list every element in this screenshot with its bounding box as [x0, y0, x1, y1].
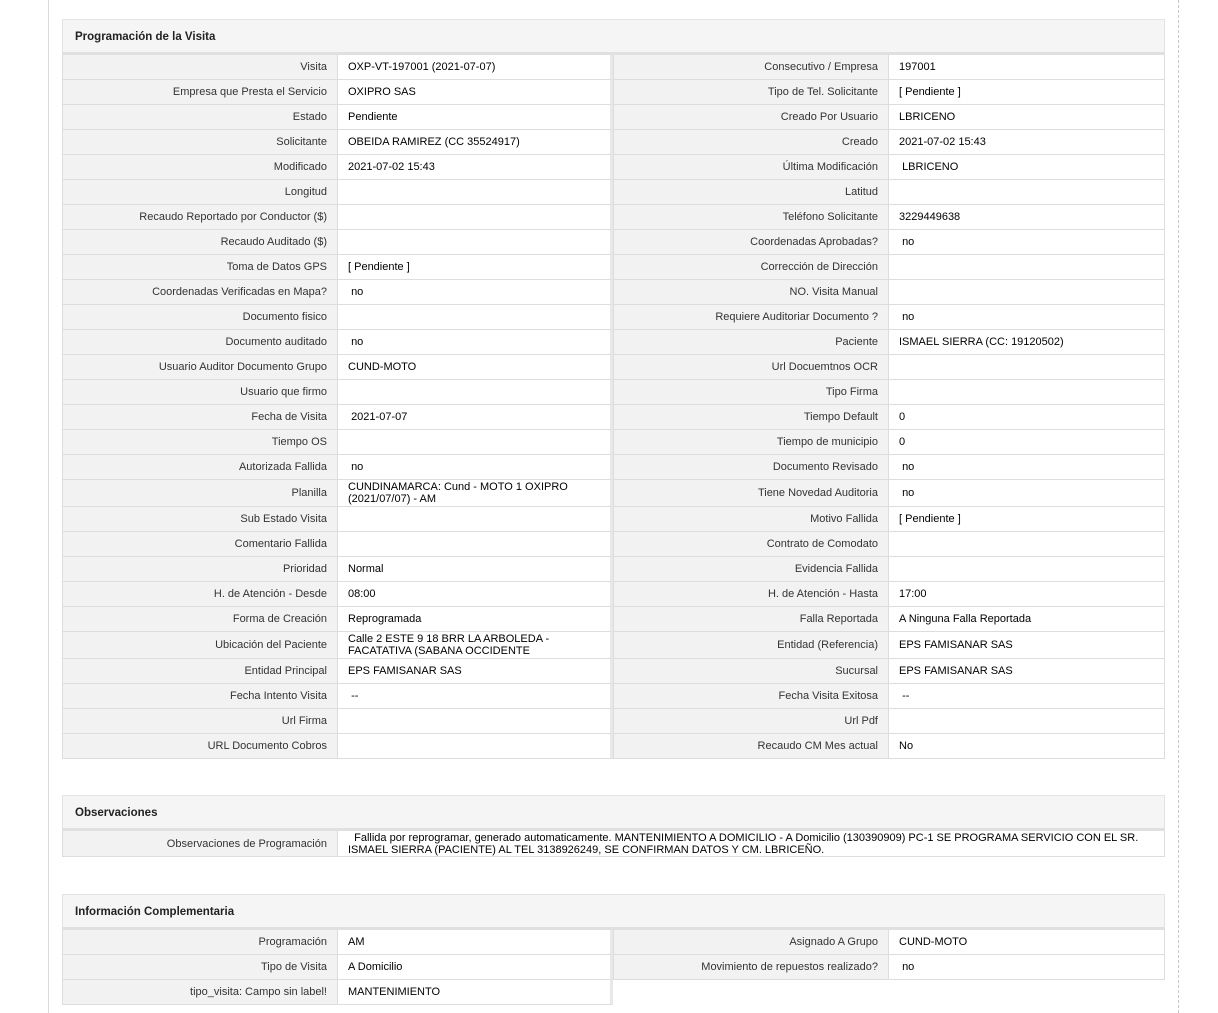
- field-value: [338, 230, 613, 255]
- complementary-panel-title: Información Complementaria: [62, 894, 1165, 930]
- field-label: URL Documento Cobros: [62, 734, 338, 759]
- field-label: Usuario Auditor Documento Grupo: [62, 355, 338, 380]
- field-label: Contrato de Comodato: [613, 532, 889, 557]
- field-value: [338, 305, 613, 330]
- observations-label: Observaciones de Programación: [62, 831, 338, 857]
- field-label: Fecha de Visita: [62, 405, 338, 430]
- field-value: no: [889, 230, 1165, 255]
- schedule-panel: [62, 19, 1165, 759]
- field-value: EPS FAMISANAR SAS: [338, 659, 613, 684]
- field-label: Sucursal: [613, 659, 889, 684]
- field-label: Tipo Firma: [613, 380, 889, 405]
- field-label: Creado: [613, 130, 889, 155]
- field-label: Documento Revisado: [613, 455, 889, 480]
- field-value: CUND-MOTO: [338, 355, 613, 380]
- field-value: [889, 255, 1165, 280]
- field-label: Movimiento de repuestos realizado?: [613, 955, 889, 980]
- field-label: Url Docuemtnos OCR: [613, 355, 889, 380]
- field-value: CUND-MOTO: [889, 930, 1165, 955]
- field-value: ISMAEL SIERRA (CC: 19120502): [889, 330, 1165, 355]
- field-label: Usuario que firmo: [62, 380, 338, 405]
- field-label: Solicitante: [62, 130, 338, 155]
- field-label: Modificado: [62, 155, 338, 180]
- field-label: Consecutivo / Empresa: [613, 55, 889, 80]
- field-label: Prioridad: [62, 557, 338, 582]
- field-value: [889, 532, 1165, 557]
- field-value: No: [889, 734, 1165, 759]
- field-label: Comentario Fallida: [62, 532, 338, 557]
- field-value: A Domicilio: [338, 955, 613, 980]
- field-value: MANTENIMIENTO: [338, 980, 613, 1005]
- field-value: [ Pendiente ]: [889, 80, 1165, 105]
- field-value: Reprogramada: [338, 607, 613, 632]
- field-value: CUNDINAMARCA: Cund - MOTO 1 OXIPRO (2021/07/07) - AM: [338, 480, 613, 507]
- field-value: [338, 180, 613, 205]
- complementary-panel: [62, 894, 1165, 1005]
- field-label: Documento auditado: [62, 330, 338, 355]
- field-label: Coordenadas Verificadas en Mapa?: [62, 280, 338, 305]
- field-value: no: [889, 480, 1165, 507]
- field-label: Motivo Fallida: [613, 507, 889, 532]
- field-label: Tiene Novedad Auditoria: [613, 480, 889, 507]
- field-label: Coordenadas Aprobadas?: [613, 230, 889, 255]
- field-label: Recaudo Reportado por Conductor ($): [62, 205, 338, 230]
- field-label: Falla Reportada: [613, 607, 889, 632]
- field-label: Latitud: [613, 180, 889, 205]
- observations-panel: [62, 795, 1165, 857]
- field-label: Teléfono Solicitante: [613, 205, 889, 230]
- field-label: Longitud: [62, 180, 338, 205]
- field-value: no: [338, 280, 613, 305]
- field-label: Url Pdf: [613, 709, 889, 734]
- field-value: [338, 709, 613, 734]
- field-label: Forma de Creación: [62, 607, 338, 632]
- field-label: Recaudo Auditado ($): [62, 230, 338, 255]
- field-label: Evidencia Fallida: [613, 557, 889, 582]
- field-value: OXP-VT-197001 (2021-07-07): [338, 55, 613, 80]
- field-label: Tiempo OS: [62, 430, 338, 455]
- field-value: no: [889, 455, 1165, 480]
- field-label: Visita: [62, 55, 338, 80]
- left-border: [48, 0, 49, 1013]
- field-value: 197001: [889, 55, 1165, 80]
- field-value: 3229449638: [889, 205, 1165, 230]
- field-label: Última Modificación: [613, 155, 889, 180]
- field-value: no: [889, 305, 1165, 330]
- observations-table: [62, 831, 1165, 857]
- field-label: Paciente: [613, 330, 889, 355]
- field-value: 08:00: [338, 582, 613, 607]
- field-label: Entidad (Referencia): [613, 632, 889, 659]
- field-label: Programación: [62, 930, 338, 955]
- field-label: Entidad Principal: [62, 659, 338, 684]
- field-value: [338, 380, 613, 405]
- field-label: H. de Atención - Hasta: [613, 582, 889, 607]
- field-label: Recaudo CM Mes actual: [613, 734, 889, 759]
- field-value: EPS FAMISANAR SAS: [889, 659, 1165, 684]
- field-label: Sub Estado Visita: [62, 507, 338, 532]
- field-value: [889, 280, 1165, 305]
- field-label: Url Firma: [62, 709, 338, 734]
- field-label: Tipo de Visita: [62, 955, 338, 980]
- field-value: OBEIDA RAMIREZ (CC 35524917): [338, 130, 613, 155]
- field-label: Fecha Intento Visita: [62, 684, 338, 709]
- field-value: [ Pendiente ]: [338, 255, 613, 280]
- field-value: Pendiente: [338, 105, 613, 130]
- field-label: Corrección de Dirección: [613, 255, 889, 280]
- right-dashed-border: [1178, 0, 1179, 1013]
- field-value: [338, 734, 613, 759]
- field-label: Creado Por Usuario: [613, 105, 889, 130]
- field-value: [889, 355, 1165, 380]
- field-label: Toma de Datos GPS: [62, 255, 338, 280]
- field-value: [ Pendiente ]: [889, 507, 1165, 532]
- field-value: no: [338, 330, 613, 355]
- field-value: [338, 430, 613, 455]
- field-label: Tipo de Tel. Solicitante: [613, 80, 889, 105]
- field-value: [338, 507, 613, 532]
- field-label: NO. Visita Manual: [613, 280, 889, 305]
- field-label: Requiere Auditoriar Documento ?: [613, 305, 889, 330]
- field-value: no: [338, 455, 613, 480]
- schedule-table: [62, 55, 1165, 759]
- field-value: 2021-07-02 15:43: [338, 155, 613, 180]
- observations-panel-title: Observaciones: [62, 795, 1165, 831]
- field-value: A Ninguna Falla Reportada: [889, 607, 1165, 632]
- field-value: LBRICENO: [889, 155, 1165, 180]
- field-value: --: [889, 684, 1165, 709]
- field-value: 2021-07-02 15:43: [889, 130, 1165, 155]
- field-value: [889, 709, 1165, 734]
- field-value: Normal: [338, 557, 613, 582]
- field-value: [338, 205, 613, 230]
- field-value: 2021-07-07: [338, 405, 613, 430]
- field-value: no: [889, 955, 1165, 980]
- field-value: 0: [889, 430, 1165, 455]
- field-label: Autorizada Fallida: [62, 455, 338, 480]
- field-value: [338, 532, 613, 557]
- complementary-table: [62, 930, 1165, 1005]
- field-value: [889, 557, 1165, 582]
- observations-value: Fallida por reprogramar, generado automaticamente. MANTENIMIENTO A DOMICILIO - A Domicilio (130390909) PC-1 SE PROGRAMA SERVICIO CON EL SR. ISMAEL SIERRA (PACIENTE) AL TEL 3138926249, SE CONFIRMAN DATOS Y CM. LBRICEÑO.: [338, 831, 1165, 857]
- field-value: 17:00: [889, 582, 1165, 607]
- field-value: 0: [889, 405, 1165, 430]
- field-label: Empresa que Presta el Servicio: [62, 80, 338, 105]
- field-label: Tiempo de municipio: [613, 430, 889, 455]
- field-label: Ubicación del Paciente: [62, 632, 338, 659]
- field-label: tipo_visita: Campo sin label!: [62, 980, 338, 1005]
- schedule-panel-title: Programación de la Visita: [62, 19, 1165, 55]
- field-label: Documento fisico: [62, 305, 338, 330]
- field-value: [889, 180, 1165, 205]
- field-label: Tiempo Default: [613, 405, 889, 430]
- field-value: --: [338, 684, 613, 709]
- field-label: Fecha Visita Exitosa: [613, 684, 889, 709]
- field-value: EPS FAMISANAR SAS: [889, 632, 1165, 659]
- field-label: Asignado A Grupo: [613, 930, 889, 955]
- field-label: Estado: [62, 105, 338, 130]
- field-value: LBRICENO: [889, 105, 1165, 130]
- field-value: [889, 380, 1165, 405]
- field-label: Planilla: [62, 480, 338, 507]
- field-value: AM: [338, 930, 613, 955]
- field-label: H. de Atención - Desde: [62, 582, 338, 607]
- field-value: Calle 2 ESTE 9 18 BRR LA ARBOLEDA - FACATATIVA (SABANA OCCIDENTE: [338, 632, 613, 659]
- field-value: OXIPRO SAS: [338, 80, 613, 105]
